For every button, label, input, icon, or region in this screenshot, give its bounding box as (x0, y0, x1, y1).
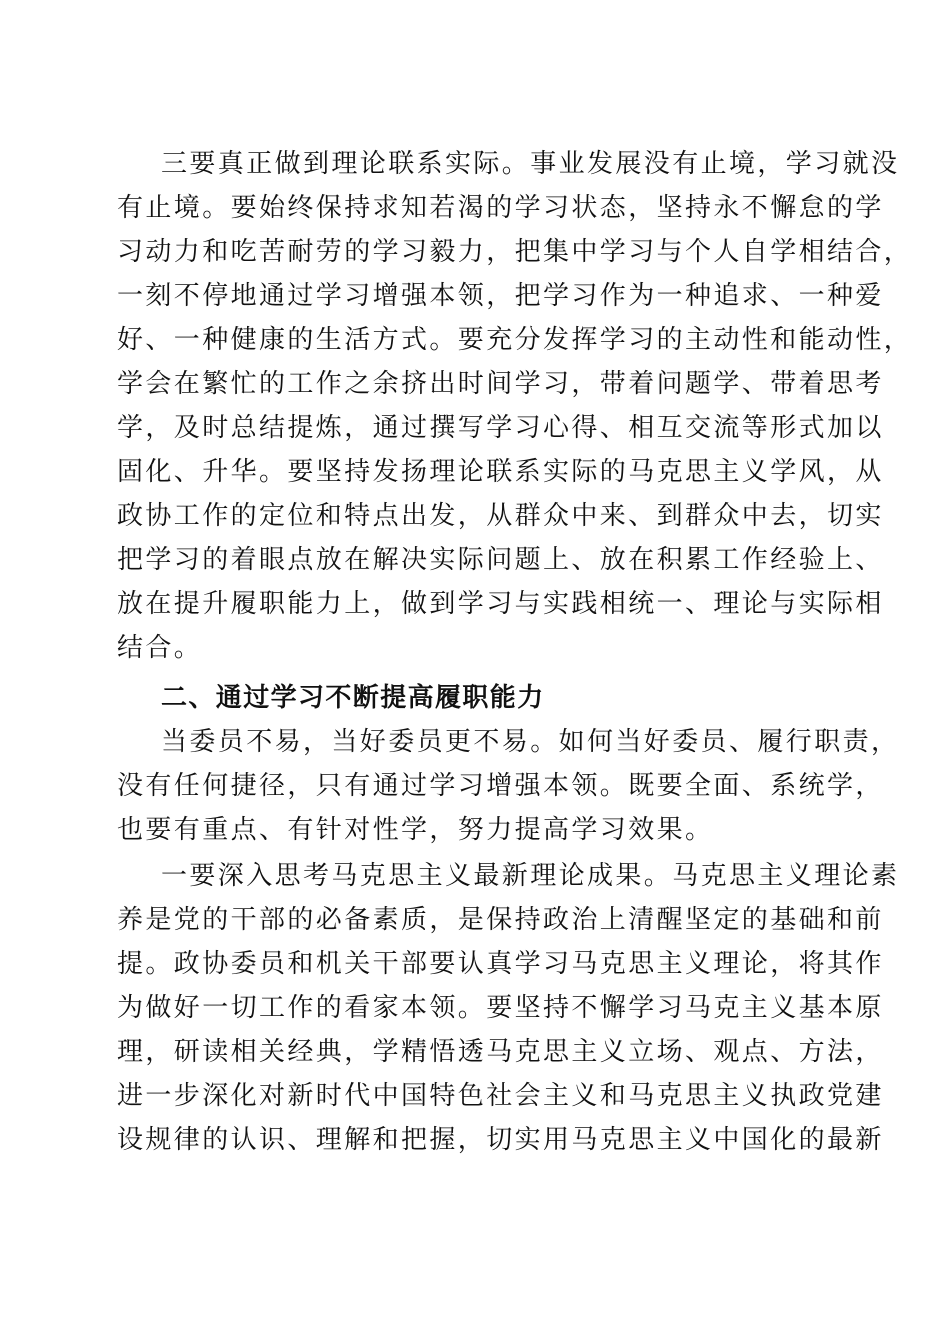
section-heading-block (117, 676, 835, 720)
text-line: 三要真正做到理论联系实际。事业发展没有止境，学习就没 (161, 149, 900, 179)
text-line: 一要深入思考马克思主义最新理论成果。马克思主义理论素 (161, 861, 900, 891)
text-line: 一刻不停地通过学习增强本领，把学习作为一种追求、一种爱 (117, 281, 884, 311)
text-line: 学，及时总结提炼，通过撰写学习心得、相互交流等形式加以 (117, 413, 884, 443)
text-line: 好、一种健康的生活方式。要充分发挥学习的主动性和能动性， (117, 325, 913, 355)
paragraph-marxism-theory (117, 854, 900, 1162)
text-line: 当委员不易，当好委员更不易。如何当好委员、履行职责， (161, 727, 900, 757)
text-line: 学会在繁忙的工作之余挤出时间学习，带着问题学、带着思考 (117, 369, 884, 399)
text-line: 固化、升华。要坚持发扬理论联系实际的马克思主义学风，从 (117, 457, 884, 487)
paragraph-theory-practice (117, 142, 913, 670)
text-line: 理，研读相关经典，学精悟透马克思主义立场、观点、方法， (117, 1037, 884, 1067)
text-line: 没有任何捷径，只有通过学习增强本领。既要全面、系统学， (117, 771, 884, 801)
text-line: 进一步深化对新时代中国特色社会主义和马克思主义执政党建 (117, 1081, 884, 1111)
text-line: 放在提升履职能力上，做到学习与实践相统一、理论与实际相 (117, 589, 884, 619)
text-line: 有止境。要始终保持求知若渴的学习状态，坚持永不懈怠的学 (117, 193, 884, 223)
text-line: 也要有重点、有针对性学，努力提高学习效果。 (117, 815, 714, 845)
text-line: 养是党的干部的必备素质，是保持政治上清醒坚定的基础和前 (117, 905, 884, 935)
text-line: 为做好一切工作的看家本领。要坚持不懈学习马克主义基本原 (117, 993, 884, 1023)
section-heading: 二、通过学习不断提高履职能力 (161, 683, 545, 713)
text-line: 把学习的着眼点放在解决实际问题上、放在积累工作经验上、 (117, 545, 884, 575)
paragraph-committee-member (117, 720, 900, 852)
text-line: 结合。 (117, 633, 203, 663)
text-line: 提。政协委员和机关干部要认真学习马克思主义理论，将其作 (117, 949, 884, 979)
text-line: 设规律的认识、理解和把握，切实用马克思主义中国化的最新 (117, 1125, 884, 1155)
text-line: 习动力和吃苦耐劳的学习毅力，把集中学习与个人自学相结合， (117, 237, 913, 267)
text-line: 政协工作的定位和特点出发，从群众中来、到群众中去，切实 (117, 501, 884, 531)
